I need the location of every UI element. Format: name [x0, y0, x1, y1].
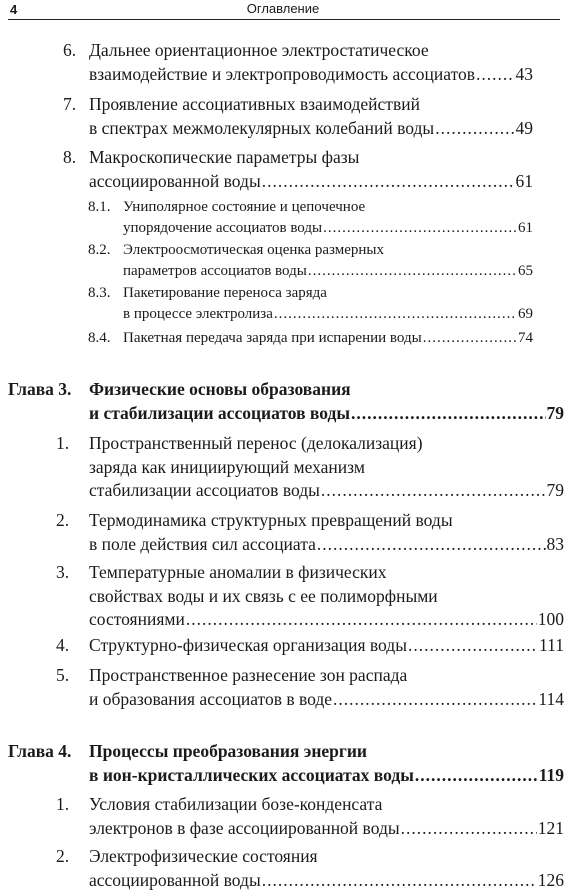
- toc-page-number: 119: [538, 764, 564, 785]
- running-title: Оглавление: [246, 1, 320, 16]
- toc-page-number: 121: [537, 817, 564, 838]
- toc-entry-title-line: Униполярное состояние и цепочечное: [123, 199, 366, 215]
- toc-entry-title-line: Пакетная передача заряда при испарении воды: [123, 330, 422, 346]
- toc-entry-number: 1.: [56, 433, 70, 453]
- toc-leader-dots: [333, 688, 537, 712]
- toc-leader-dots: [423, 328, 517, 349]
- toc-entry-number: 7.: [63, 94, 77, 114]
- toc-entry-title-line: Пространственный перенос (делокализация): [89, 433, 423, 453]
- toc-entry-title-line: Температурные аномалии в физических: [89, 562, 387, 582]
- toc-entry-number: 2.: [56, 510, 70, 530]
- toc-leader-dots: [323, 218, 517, 239]
- toc-entry-title-line: в ион-кристаллических ассоциатах воды: [89, 764, 414, 785]
- toc-page-number: 61: [518, 220, 533, 236]
- toc-entry-number: 3.: [56, 562, 70, 582]
- toc-entry-number: 4.: [56, 635, 70, 655]
- toc-page-number: 69: [518, 306, 533, 322]
- toc-page-number: 61: [515, 170, 533, 191]
- toc-leader-dots: [435, 117, 514, 141]
- toc-entry-title-line: Процессы преобразования энергии: [89, 741, 368, 761]
- toc-page-number: 79: [546, 402, 564, 423]
- toc-entry-number: 6.: [63, 40, 77, 60]
- toc-leader-dots: [262, 869, 537, 892]
- toc-page-number: 79: [546, 480, 564, 500]
- toc-entry-number: 8.3.: [88, 285, 111, 301]
- toc-leader-dots: [401, 817, 537, 841]
- toc-entry-number: 8.2.: [88, 242, 111, 258]
- toc-entry-title-line: Пространственное разнесение зон распада: [89, 665, 408, 685]
- toc-leader-dots: [415, 764, 538, 788]
- toc-entry-title-line: Макроскопические параметры фазы: [89, 147, 360, 167]
- toc-entry-title-line: стабилизации ассоциатов воды: [89, 480, 320, 500]
- toc-leader-dots: [317, 533, 546, 557]
- toc-leader-dots: [186, 608, 537, 632]
- toc-page-number: 74: [518, 330, 533, 346]
- toc-entry-title-line: и стабилизации ассоциатов воды: [89, 402, 351, 423]
- toc-entry-number: 1.: [56, 794, 70, 814]
- toc-entry-number: 8.1.: [88, 199, 111, 215]
- toc-leader-dots: [274, 304, 517, 325]
- toc-entry-number: 8.4.: [88, 330, 111, 346]
- toc-entry-title-line: Термодинамика структурных превращений воды: [89, 510, 453, 530]
- toc-entry-title-line: Дальнее ориентационное электростатическое: [89, 40, 429, 60]
- toc-entry-title-line: ассоциированной воды: [89, 869, 261, 890]
- toc-entry-title-line: свойствах воды и их связь с ее полиморфными: [89, 585, 438, 606]
- toc-leader-dots: [476, 63, 515, 87]
- toc-entry-title-line: параметров ассоциатов воды: [123, 263, 307, 279]
- toc-page-number: 126: [537, 869, 564, 890]
- toc-entry-number: 8.: [63, 147, 77, 167]
- toc-leader-dots: [408, 634, 538, 658]
- toc-entry-title-line: в процессе электролиза: [123, 306, 273, 322]
- toc-entry-title-line: в поле действия сил ассоциата: [89, 533, 316, 554]
- toc-chapter-label: Глава 3.: [8, 379, 72, 399]
- toc-leader-dots: [262, 170, 515, 194]
- toc-entry-title-line: Физические основы образования: [89, 379, 351, 399]
- toc-page-number: 100: [537, 609, 564, 629]
- toc-entry-number: 2.: [56, 846, 70, 866]
- toc-entry-title-line: упорядочение ассоциатов воды: [123, 220, 323, 236]
- toc-entry-number: 5.: [56, 665, 70, 685]
- toc-entry-title-line: в спектрах межмолекулярных колебаний воды: [89, 117, 435, 138]
- toc-page-number: 111: [539, 635, 564, 655]
- toc-leader-dots: [321, 479, 546, 503]
- toc-entry-title-line: состояниями: [89, 609, 185, 629]
- toc-entry-title-line: ассоциированной воды: [89, 170, 261, 191]
- toc-entry-title-line: заряда как инициирующий механизм: [89, 456, 365, 477]
- toc-page-number: 49: [515, 117, 533, 138]
- toc-entry-title-line: Электроосмотическая оценка размерных: [123, 242, 384, 258]
- toc-entry-title-line: и образования ассоциатов в воде: [89, 688, 333, 709]
- toc-page-number: 114: [538, 688, 564, 709]
- toc-leader-dots: [308, 261, 517, 282]
- toc-entry-title-line: Электрофизические состояния: [89, 846, 318, 866]
- page-number: 4: [10, 2, 18, 17]
- toc-leader-dots: [351, 402, 545, 426]
- toc-page-number: 83: [546, 533, 564, 554]
- toc-entry-title-line: взаимодействие и электропроводимость ассоциатов: [89, 63, 475, 84]
- toc-entry-title-line: Условия стабилизации бозе-конденсата: [89, 794, 383, 814]
- toc-page-number: 43: [515, 63, 533, 84]
- toc-entry-title-line: Проявление ассоциативных взаимодействий: [89, 94, 420, 114]
- toc-chapter-label: Глава 4.: [8, 741, 72, 761]
- toc-page-number: 65: [518, 263, 533, 279]
- toc-entry-title-line: Пакетирование переноса заряда: [123, 285, 327, 301]
- toc-entry-title-line: Структурно-физическая организация воды: [89, 635, 407, 655]
- toc-entry-title-line: электронов в фазе ассоциированной воды: [89, 817, 400, 838]
